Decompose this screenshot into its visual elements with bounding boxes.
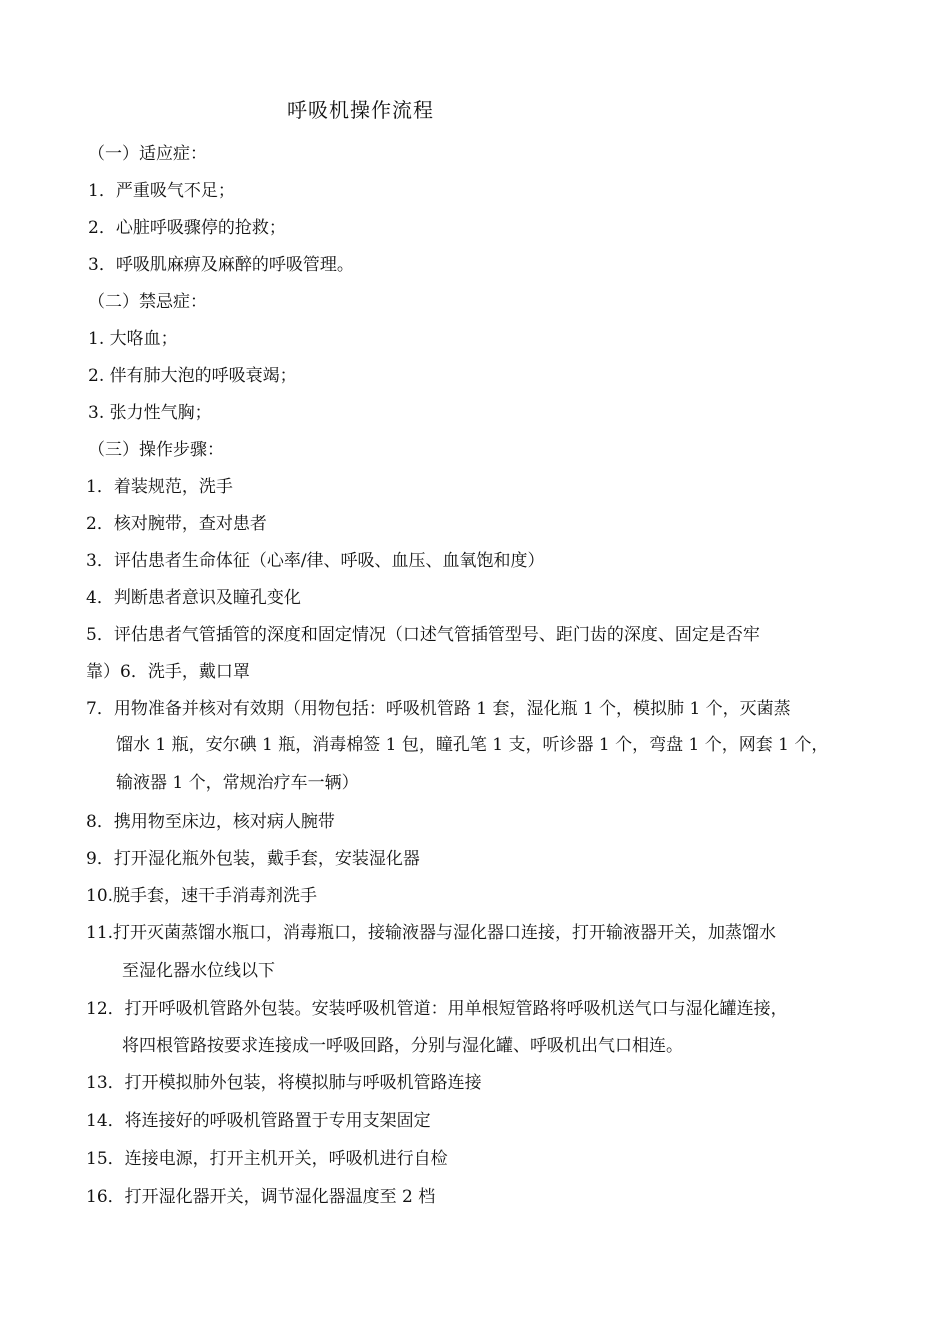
list-item-continuation: 靠）6．洗手，戴口罩 bbox=[86, 662, 250, 682]
list-item: 9．打开湿化瓶外包装，戴手套，安装湿化器 bbox=[86, 849, 420, 869]
list-item: 7．用物准备并核对有效期（用物包括：呼吸机管路 1 套，湿化瓶 1 个，模拟肺 1 个，灭菌蒸 bbox=[86, 699, 791, 719]
list-item: 11.打开灭菌蒸馏水瓶口，消毒瓶口，接输液器与湿化器口连接，打开输液器开关，加蒸馏水 bbox=[86, 923, 777, 943]
list-item: 15．连接电源，打开主机开关，呼吸机进行自检 bbox=[86, 1149, 448, 1169]
list-item: 3．评估患者生命体征（心率/律、呼吸、血压、血氧饱和度） bbox=[86, 551, 545, 571]
list-item: 13．打开模拟肺外包装，将模拟肺与呼吸机管路连接 bbox=[86, 1073, 482, 1093]
list-item-continuation: 至湿化器水位线以下 bbox=[122, 961, 275, 981]
section-heading: （二）禁忌症： bbox=[88, 292, 207, 312]
list-item: 1．着装规范，洗手 bbox=[86, 477, 233, 497]
list-item: 1. 大咯血； bbox=[88, 329, 178, 349]
list-item: 14．将连接好的呼吸机管路置于专用支架固定 bbox=[86, 1111, 431, 1131]
list-item: 12．打开呼吸机管路外包装。安装呼吸机管道：用单根短管路将呼吸机送气口与湿化罐连接， bbox=[86, 999, 788, 1019]
list-item-continuation: 馏水 1 瓶，安尔碘 1 瓶，消毒棉签 1 包，瞳孔笔 1 支，听诊器 1 个，弯盘 1 个，网套 1 个， bbox=[116, 735, 829, 755]
section-heading: （一）适应症： bbox=[88, 144, 207, 164]
list-item: 2. 伴有肺大泡的呼吸衰竭； bbox=[88, 366, 297, 386]
list-item-continuation: 输液器 1 个，常规治疗车一辆） bbox=[116, 773, 359, 793]
list-item: 8．携用物至床边，核对病人腕带 bbox=[86, 812, 335, 832]
list-item: 4．判断患者意识及瞳孔变化 bbox=[86, 588, 301, 608]
list-item: 2．核对腕带，查对患者 bbox=[86, 514, 267, 534]
list-item: 10.脱手套，速干手消毒剂洗手 bbox=[86, 886, 318, 906]
list-item: 3. 张力性气胸； bbox=[88, 403, 212, 423]
document-title: 呼吸机操作流程 bbox=[287, 98, 434, 122]
section-heading: （三）操作步骤： bbox=[88, 440, 224, 460]
list-item: 1．严重吸气不足； bbox=[88, 181, 235, 201]
list-item: 16．打开湿化器开关，调节湿化器温度至 2 档 bbox=[86, 1187, 436, 1207]
list-item-continuation: 将四根管路按要求连接成一呼吸回路，分别与湿化罐、呼吸机出气口相连。 bbox=[122, 1036, 683, 1056]
list-item: 5．评估患者气管插管的深度和固定情况（口述气管插管型号、距门齿的深度、固定是否牢 bbox=[86, 625, 760, 645]
list-item: 3．呼吸肌麻痹及麻醉的呼吸管理。 bbox=[88, 255, 354, 275]
list-item: 2．心脏呼吸骤停的抢救； bbox=[88, 218, 286, 238]
